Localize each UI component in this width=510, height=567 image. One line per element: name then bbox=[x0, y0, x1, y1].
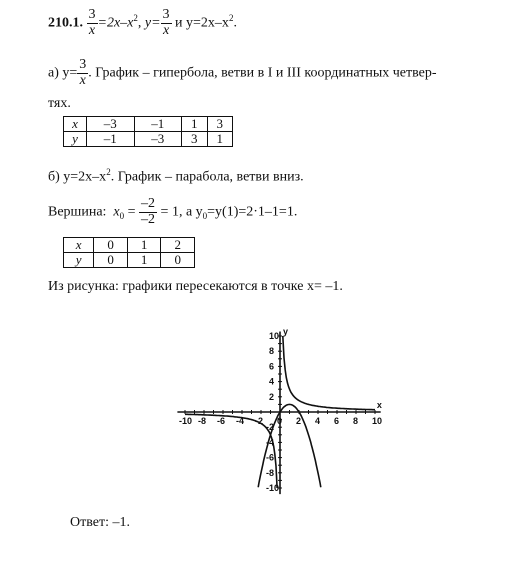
x-tick-label: 8 bbox=[353, 416, 359, 426]
part-a-table bbox=[63, 116, 233, 147]
x-tick-label: 10 bbox=[372, 416, 383, 426]
table-cell: x bbox=[64, 238, 94, 253]
y-tick-label: 4 bbox=[269, 376, 275, 387]
y-tick-label: 10 bbox=[269, 331, 280, 341]
x-tick-label: -8 bbox=[198, 416, 207, 426]
x-tick-label: -4 bbox=[236, 416, 245, 426]
table-cell: –1 bbox=[87, 132, 135, 147]
x-tick-label: 0 bbox=[277, 416, 283, 426]
x-tick-label: 2 bbox=[296, 416, 302, 426]
table-cell: –1 bbox=[134, 117, 182, 132]
table-cell: 0 bbox=[161, 253, 195, 268]
y-tick-label: -8 bbox=[266, 467, 275, 478]
table-cell: 1 bbox=[207, 132, 233, 147]
table-cell: 3 bbox=[207, 117, 233, 132]
header-equation: =2x–x bbox=[97, 15, 134, 31]
x-tick-label: -2 bbox=[255, 416, 264, 426]
table-cell: 1 bbox=[127, 238, 161, 253]
table-row bbox=[64, 117, 233, 132]
header-fraction-2: $\frac{3}{x}$ bbox=[162, 7, 170, 38]
hyperbola-branch-right bbox=[283, 336, 375, 410]
problem-header: 210.1. $\frac{3}{x}$ $=2x-x^2$, y= $\frac{3}{x}$ и $y=2x-x^2$. bbox=[48, 7, 237, 38]
table-row bbox=[64, 238, 195, 253]
part-a-cont: тях. bbox=[48, 96, 71, 111]
table-cell: –3 bbox=[87, 117, 135, 132]
vertex-line: Вершина: $x_0$ = $\frac{-2}{-2}$ = 1, а $y_0=y(1)=2\cdot 1-1=1$. bbox=[48, 196, 298, 227]
part-a-fraction: $\frac{3}{x}$ bbox=[79, 57, 87, 88]
part-b-table bbox=[63, 237, 195, 268]
header-and: и y=2x–x bbox=[175, 15, 229, 31]
x-tick-label: -6 bbox=[217, 416, 226, 426]
part-a-line: а) y= $\frac{3}{x}$ . График – гипербола, ветви в I и III координатных четвер- bbox=[48, 57, 437, 88]
table-cell: 0 bbox=[94, 253, 128, 268]
answer: Ответ: –1. bbox=[70, 515, 130, 530]
table-cell: 3 bbox=[182, 132, 207, 147]
y-tick-label: 8 bbox=[269, 346, 275, 357]
y-tick-label: -6 bbox=[266, 452, 275, 463]
y-tick-label: 2 bbox=[269, 391, 275, 402]
table-row bbox=[64, 253, 195, 268]
x-tick-label: -10 bbox=[179, 416, 193, 426]
vertex-fraction: $\frac{-2}{-2}$ bbox=[141, 196, 156, 227]
x-tick-label: 4 bbox=[315, 416, 321, 426]
problem-number: 210.1. bbox=[48, 15, 83, 31]
table-row bbox=[64, 132, 233, 147]
table-cell: 1 bbox=[182, 117, 207, 132]
table-cell: 1 bbox=[127, 253, 161, 268]
table-cell: 2 bbox=[161, 238, 195, 253]
y-tick-label: -10 bbox=[266, 483, 280, 493]
part-b-line: б) $y=2x-x^2$. График – парабола, ветви вниз. bbox=[48, 167, 304, 185]
x-axis-label: x bbox=[376, 400, 382, 410]
y-axis-label: y bbox=[283, 326, 289, 337]
table-cell: 0 bbox=[94, 238, 128, 253]
y-tick-label: -4 bbox=[266, 437, 275, 448]
y-tick-label: 6 bbox=[269, 361, 275, 372]
table-cell: x bbox=[64, 117, 87, 132]
header-fraction: $\frac{3}{x}$ bbox=[88, 7, 96, 38]
table-cell: –3 bbox=[134, 132, 182, 147]
conclusion: Из рисунка: графики пересекаются в точке x= –1. bbox=[48, 279, 343, 294]
x-tick-label: 6 bbox=[334, 416, 340, 426]
function-graph bbox=[170, 325, 385, 500]
table-cell: y bbox=[64, 132, 87, 147]
y-tick-label: -2 bbox=[266, 422, 275, 433]
table-cell: y bbox=[64, 253, 94, 268]
